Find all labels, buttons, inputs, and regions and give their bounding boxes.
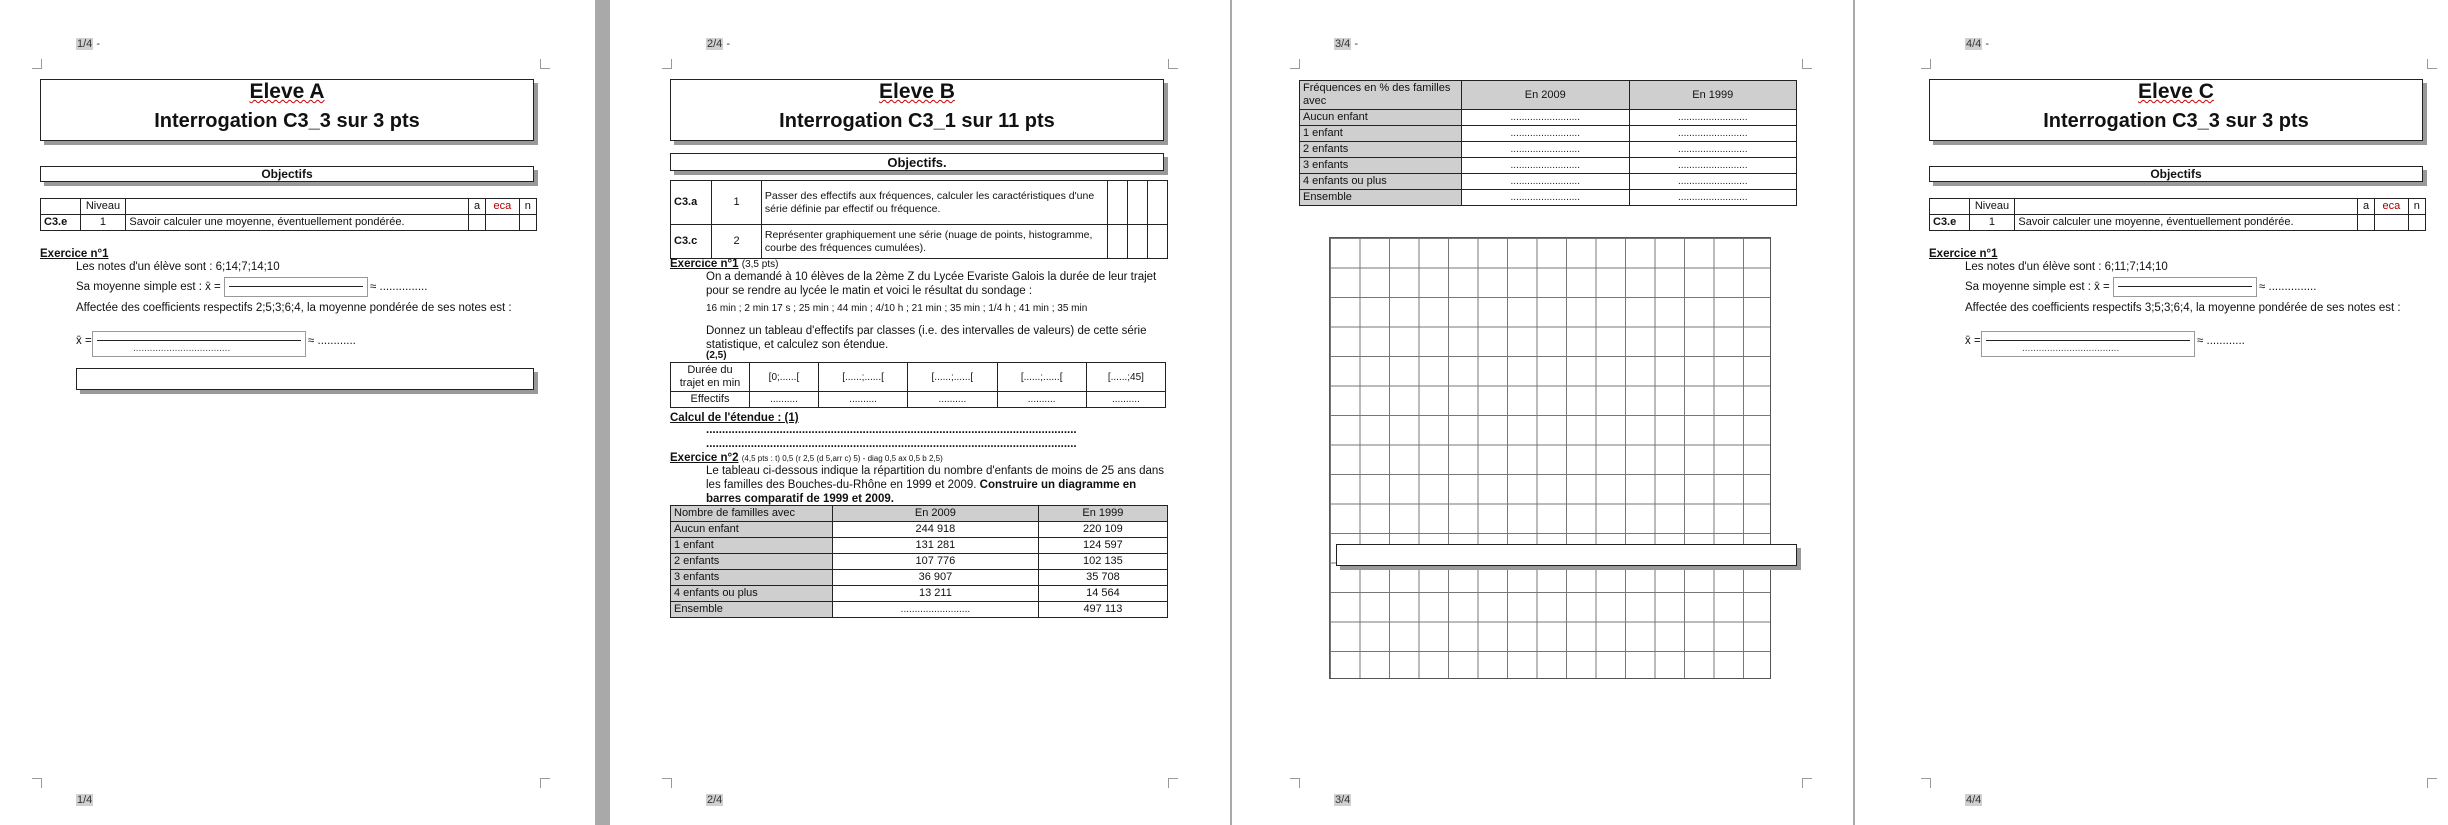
table-cell[interactable]: ......................... (1629, 142, 1797, 158)
table-cell[interactable] (2357, 215, 2374, 231)
table-cell[interactable]: ......................... (1462, 142, 1630, 158)
table-cell: Ensemble (671, 602, 833, 618)
fraction-field[interactable]: ................................... (1981, 331, 2195, 357)
table-cell[interactable] (519, 215, 536, 231)
points-label: (2,5) (706, 350, 727, 361)
families-table (670, 505, 1168, 618)
table-cell[interactable]: [......;......[ (908, 363, 997, 392)
table-cell[interactable]: ......................... (1629, 158, 1797, 174)
exercise-text: ≈ ............ (2197, 335, 2245, 347)
table-cell: C3.c (671, 225, 712, 259)
table-cell: Savoir calculer une moyenne, éventuellement pondérée. (2015, 215, 2358, 231)
objectives-title: Objectifs (2150, 167, 2202, 181)
table-header: eca (486, 199, 520, 215)
table-cell: 2 enfants (1300, 142, 1462, 158)
table-cell[interactable]: [......;45] (1086, 363, 1165, 392)
page-number-top: 3/4 - (1335, 38, 1359, 50)
table-cell: Aucun enfant (671, 522, 833, 538)
page-1[interactable] (0, 0, 595, 825)
table-cell[interactable]: ......................... (1629, 110, 1797, 126)
table-cell[interactable]: ......................... (1462, 126, 1630, 142)
page-separator (595, 0, 610, 825)
exercise-heading: Exercice n°2 (4,5 pts : t) 0,5 (r 2,5 (d 5,arr c) 5) - diag 0,5 ax 0,5 b 2,5) (670, 452, 943, 464)
page-title: Interrogation C3_3 sur 3 pts (2043, 110, 2309, 132)
exercise-text: ≈ ............ (308, 335, 356, 347)
table-cell: 2 (712, 225, 762, 259)
margin-corner (2427, 778, 2437, 788)
frequency-table (1299, 80, 1797, 206)
table-cell: 124 597 (1038, 538, 1167, 554)
page-3[interactable] (1232, 0, 1853, 825)
exercise-text: Affectée des coefficients respectifs 3;5;3;6;4, la moyenne pondérée de ses notes est : (1965, 302, 2401, 314)
table-header: n (2408, 199, 2425, 215)
table-cell[interactable] (1107, 225, 1127, 259)
table-cell: C3.e (41, 215, 81, 231)
table-cell[interactable]: [......;......[ (818, 363, 907, 392)
table-header: En 2009 (1462, 81, 1630, 110)
exercise-text: ≈ ............... (2259, 281, 2317, 293)
exercise-text: Sa moyenne simple est : x̄ = (1965, 281, 2110, 293)
title-frame (40, 79, 534, 141)
margin-corner (2427, 59, 2437, 69)
table-cell[interactable] (468, 215, 485, 231)
table-cell: 107 776 (833, 554, 1039, 570)
table-cell: 220 109 (1038, 522, 1167, 538)
table-cell: Aucun enfant (1300, 110, 1462, 126)
exercise-text: On a demandé à 10 élèves de la 2ème Z du Lycée Evariste Galois la durée de leur trajet pour se rendre au lycée le matin et voici le résultat du sondage : (706, 271, 1157, 297)
table-cell[interactable]: [0;......[ (750, 363, 819, 392)
exercise-title: Exercice n°1 (1929, 248, 1998, 260)
table-cell: 1 enfant (671, 538, 833, 554)
table-cell[interactable]: ......................... (1462, 190, 1630, 206)
table-cell: 244 918 (833, 522, 1039, 538)
table-cell: C3.a (671, 181, 712, 225)
table-header: En 2009 (833, 506, 1039, 522)
fraction-field[interactable]: ................................... (92, 331, 306, 357)
table-cell[interactable] (1107, 181, 1127, 225)
table-cell[interactable] (1147, 225, 1167, 259)
margin-corner (1921, 59, 1931, 69)
table-cell: 497 113 (1038, 602, 1167, 618)
table-cell: Passer des effectifs aux fréquences, calculer les caractéristiques d'une série définie par effectif ou fréquence. (761, 181, 1107, 225)
table-cell: C3.e (1930, 215, 1970, 231)
page-number-top: 4/4 - (1966, 38, 1990, 50)
table-cell[interactable]: ......................... (1629, 174, 1797, 190)
table-cell[interactable] (1147, 181, 1167, 225)
table-cell: 2 enfants (671, 554, 833, 570)
exercise-text: Affectée des coefficients respectifs 2;5;3;6;4, la moyenne pondérée de ses notes est : (76, 302, 512, 314)
classes-table (670, 362, 1166, 408)
exercise-text: Les notes d'un élève sont : 6;11;7;14;10 (1965, 261, 2168, 273)
table-cell: Savoir calculer une moyenne, éventuellement pondérée. (126, 215, 469, 231)
table-cell[interactable] (486, 215, 520, 231)
objectives-title: Objectifs. (887, 155, 947, 170)
table-header: a (468, 199, 485, 215)
objectives-frame (40, 166, 534, 182)
exercise-title: Exercice n°1 (40, 248, 109, 260)
title-frame (1929, 79, 2423, 141)
table-cell: 35 708 (1038, 570, 1167, 586)
margin-corner (1290, 778, 1300, 788)
table-header (1930, 199, 1970, 215)
exercise-text: Le tableau ci-dessous indique la répartition du nombre d'enfants de moins de 25 ans dans les familles des Bouches-du-Rhône en 1999 et 2009. Construire un diagramme en barres comparatif de 1999 et 2009. (706, 465, 1165, 505)
answer-frame[interactable] (76, 368, 534, 390)
table-cell[interactable] (1127, 181, 1147, 225)
margin-corner (1290, 59, 1300, 69)
page-number-bottom: 3/4 (1335, 794, 1351, 806)
table-cell[interactable] (2408, 215, 2425, 231)
table-cell: 4 enfants ou plus (1300, 174, 1462, 190)
table-header: En 1999 (1629, 81, 1797, 110)
margin-corner (1921, 778, 1931, 788)
table-cell: 102 135 (1038, 554, 1167, 570)
margin-corner (1802, 59, 1812, 69)
table-cell[interactable]: .......... (908, 392, 997, 408)
etendue-label: Calcul de l'étendue : (1) (670, 412, 799, 424)
table-header: eca (2375, 199, 2409, 215)
table-cell[interactable]: ......................... (1629, 190, 1797, 206)
table-cell[interactable]: ......................... (1462, 110, 1630, 126)
margin-corner (540, 778, 550, 788)
page-number-bottom: 2/4 (707, 794, 723, 806)
title-frame (670, 79, 1164, 141)
table-cell: Durée du trajet en min (671, 363, 750, 392)
margin-corner (662, 778, 672, 788)
table-cell[interactable]: ......................... (1629, 126, 1797, 142)
table-cell[interactable]: [......;......[ (997, 363, 1086, 392)
table-header: Niveau (1969, 199, 2015, 215)
answer-line[interactable]: .................................................................................................................... (706, 438, 1077, 450)
answer-frame[interactable] (1336, 544, 1797, 566)
table-cell[interactable]: .......... (997, 392, 1086, 408)
page-number-top: 2/4 - (707, 38, 731, 50)
table-header: Nombre de familles avec (671, 506, 833, 522)
objectives-table (40, 198, 537, 231)
student-name: Eleve C (2138, 80, 2214, 103)
table-cell: 1 enfant (1300, 126, 1462, 142)
table-cell: Ensemble (1300, 190, 1462, 206)
table-cell[interactable] (1127, 225, 1147, 259)
page-title: Interrogation C3_1 sur 11 pts (779, 110, 1055, 132)
exercise-text: x̄ = (76, 335, 92, 347)
table-cell: 3 enfants (671, 570, 833, 586)
exercise-text: Sa moyenne simple est : x̄ = (76, 281, 221, 293)
exercise-text: Donnez un tableau d'effectifs par classes (i.e. des intervalles de valeurs) de cette série statistique, et calculez son étendue. (706, 325, 1147, 351)
table-header (2015, 199, 2358, 215)
table-header: n (519, 199, 536, 215)
table-cell[interactable]: .......... (1086, 392, 1165, 408)
fraction-field[interactable] (224, 277, 368, 297)
table-header (126, 199, 469, 215)
student-name: Eleve A (249, 80, 325, 103)
table-cell: 1 (1969, 215, 2015, 231)
survey-data: 16 min ; 2 min 17 s ; 25 min ; 44 min ; 4/10 h ; 21 min ; 35 min ; 1/4 h ; 41 min ; 35 min (706, 303, 1088, 314)
table-cell[interactable]: ......................... (1462, 174, 1630, 190)
table-cell: 36 907 (833, 570, 1039, 586)
table-cell: 1 (712, 181, 762, 225)
page-4[interactable] (1855, 0, 2448, 825)
objectives-table (670, 180, 1168, 259)
margin-corner (1168, 778, 1178, 788)
exercise-heading: Exercice n°1 (3,5 pts) (670, 258, 779, 270)
table-cell: Effectifs (671, 392, 750, 408)
answer-line[interactable]: .................................................................................................................... (706, 424, 1077, 436)
margin-corner (1802, 778, 1812, 788)
table-cell: 13 211 (833, 586, 1039, 602)
table-cell[interactable]: .......... (750, 392, 819, 408)
table-header: En 1999 (1038, 506, 1167, 522)
margin-corner (1168, 59, 1178, 69)
table-cell: Représenter graphiquement une série (nuage de points, histogramme, courbe des fréquences cumulées). (761, 225, 1107, 259)
table-header (41, 199, 81, 215)
graph-paper-grid[interactable] (1329, 237, 1771, 679)
exercise-text: ≈ ............... (370, 281, 428, 293)
page-title: Interrogation C3_3 sur 3 pts (154, 110, 420, 132)
table-cell[interactable]: .......... (818, 392, 907, 408)
table-cell: 3 enfants (1300, 158, 1462, 174)
fraction-field[interactable] (2113, 277, 2257, 297)
exercise-text: x̄ = (1965, 335, 1981, 347)
table-header: Fréquences en % des familles avec (1300, 81, 1462, 110)
table-cell: 1 (80, 215, 126, 231)
margin-corner (540, 59, 550, 69)
table-cell[interactable] (2375, 215, 2409, 231)
table-cell[interactable]: ......................... (833, 602, 1039, 618)
margin-corner (32, 59, 42, 69)
page-number-top: 1/4 - (77, 38, 101, 50)
table-cell: 14 564 (1038, 586, 1167, 602)
student-name: Eleve B (879, 80, 955, 103)
table-header: a (2357, 199, 2374, 215)
objectives-frame (1929, 166, 2423, 182)
exercise-text: Les notes d'un élève sont : 6;14;7;14;10 (76, 261, 280, 273)
page-number-bottom: 1/4 (77, 794, 93, 806)
table-cell: 4 enfants ou plus (671, 586, 833, 602)
objectives-title: Objectifs (261, 167, 313, 181)
page-number-bottom: 4/4 (1966, 794, 1982, 806)
margin-corner (662, 59, 672, 69)
page-2[interactable] (610, 0, 1230, 825)
table-header: Niveau (80, 199, 126, 215)
objectives-table (1929, 198, 2426, 231)
margin-corner (32, 778, 42, 788)
objectives-frame (670, 153, 1164, 171)
table-cell[interactable]: ......................... (1462, 158, 1630, 174)
table-cell: 131 281 (833, 538, 1039, 554)
